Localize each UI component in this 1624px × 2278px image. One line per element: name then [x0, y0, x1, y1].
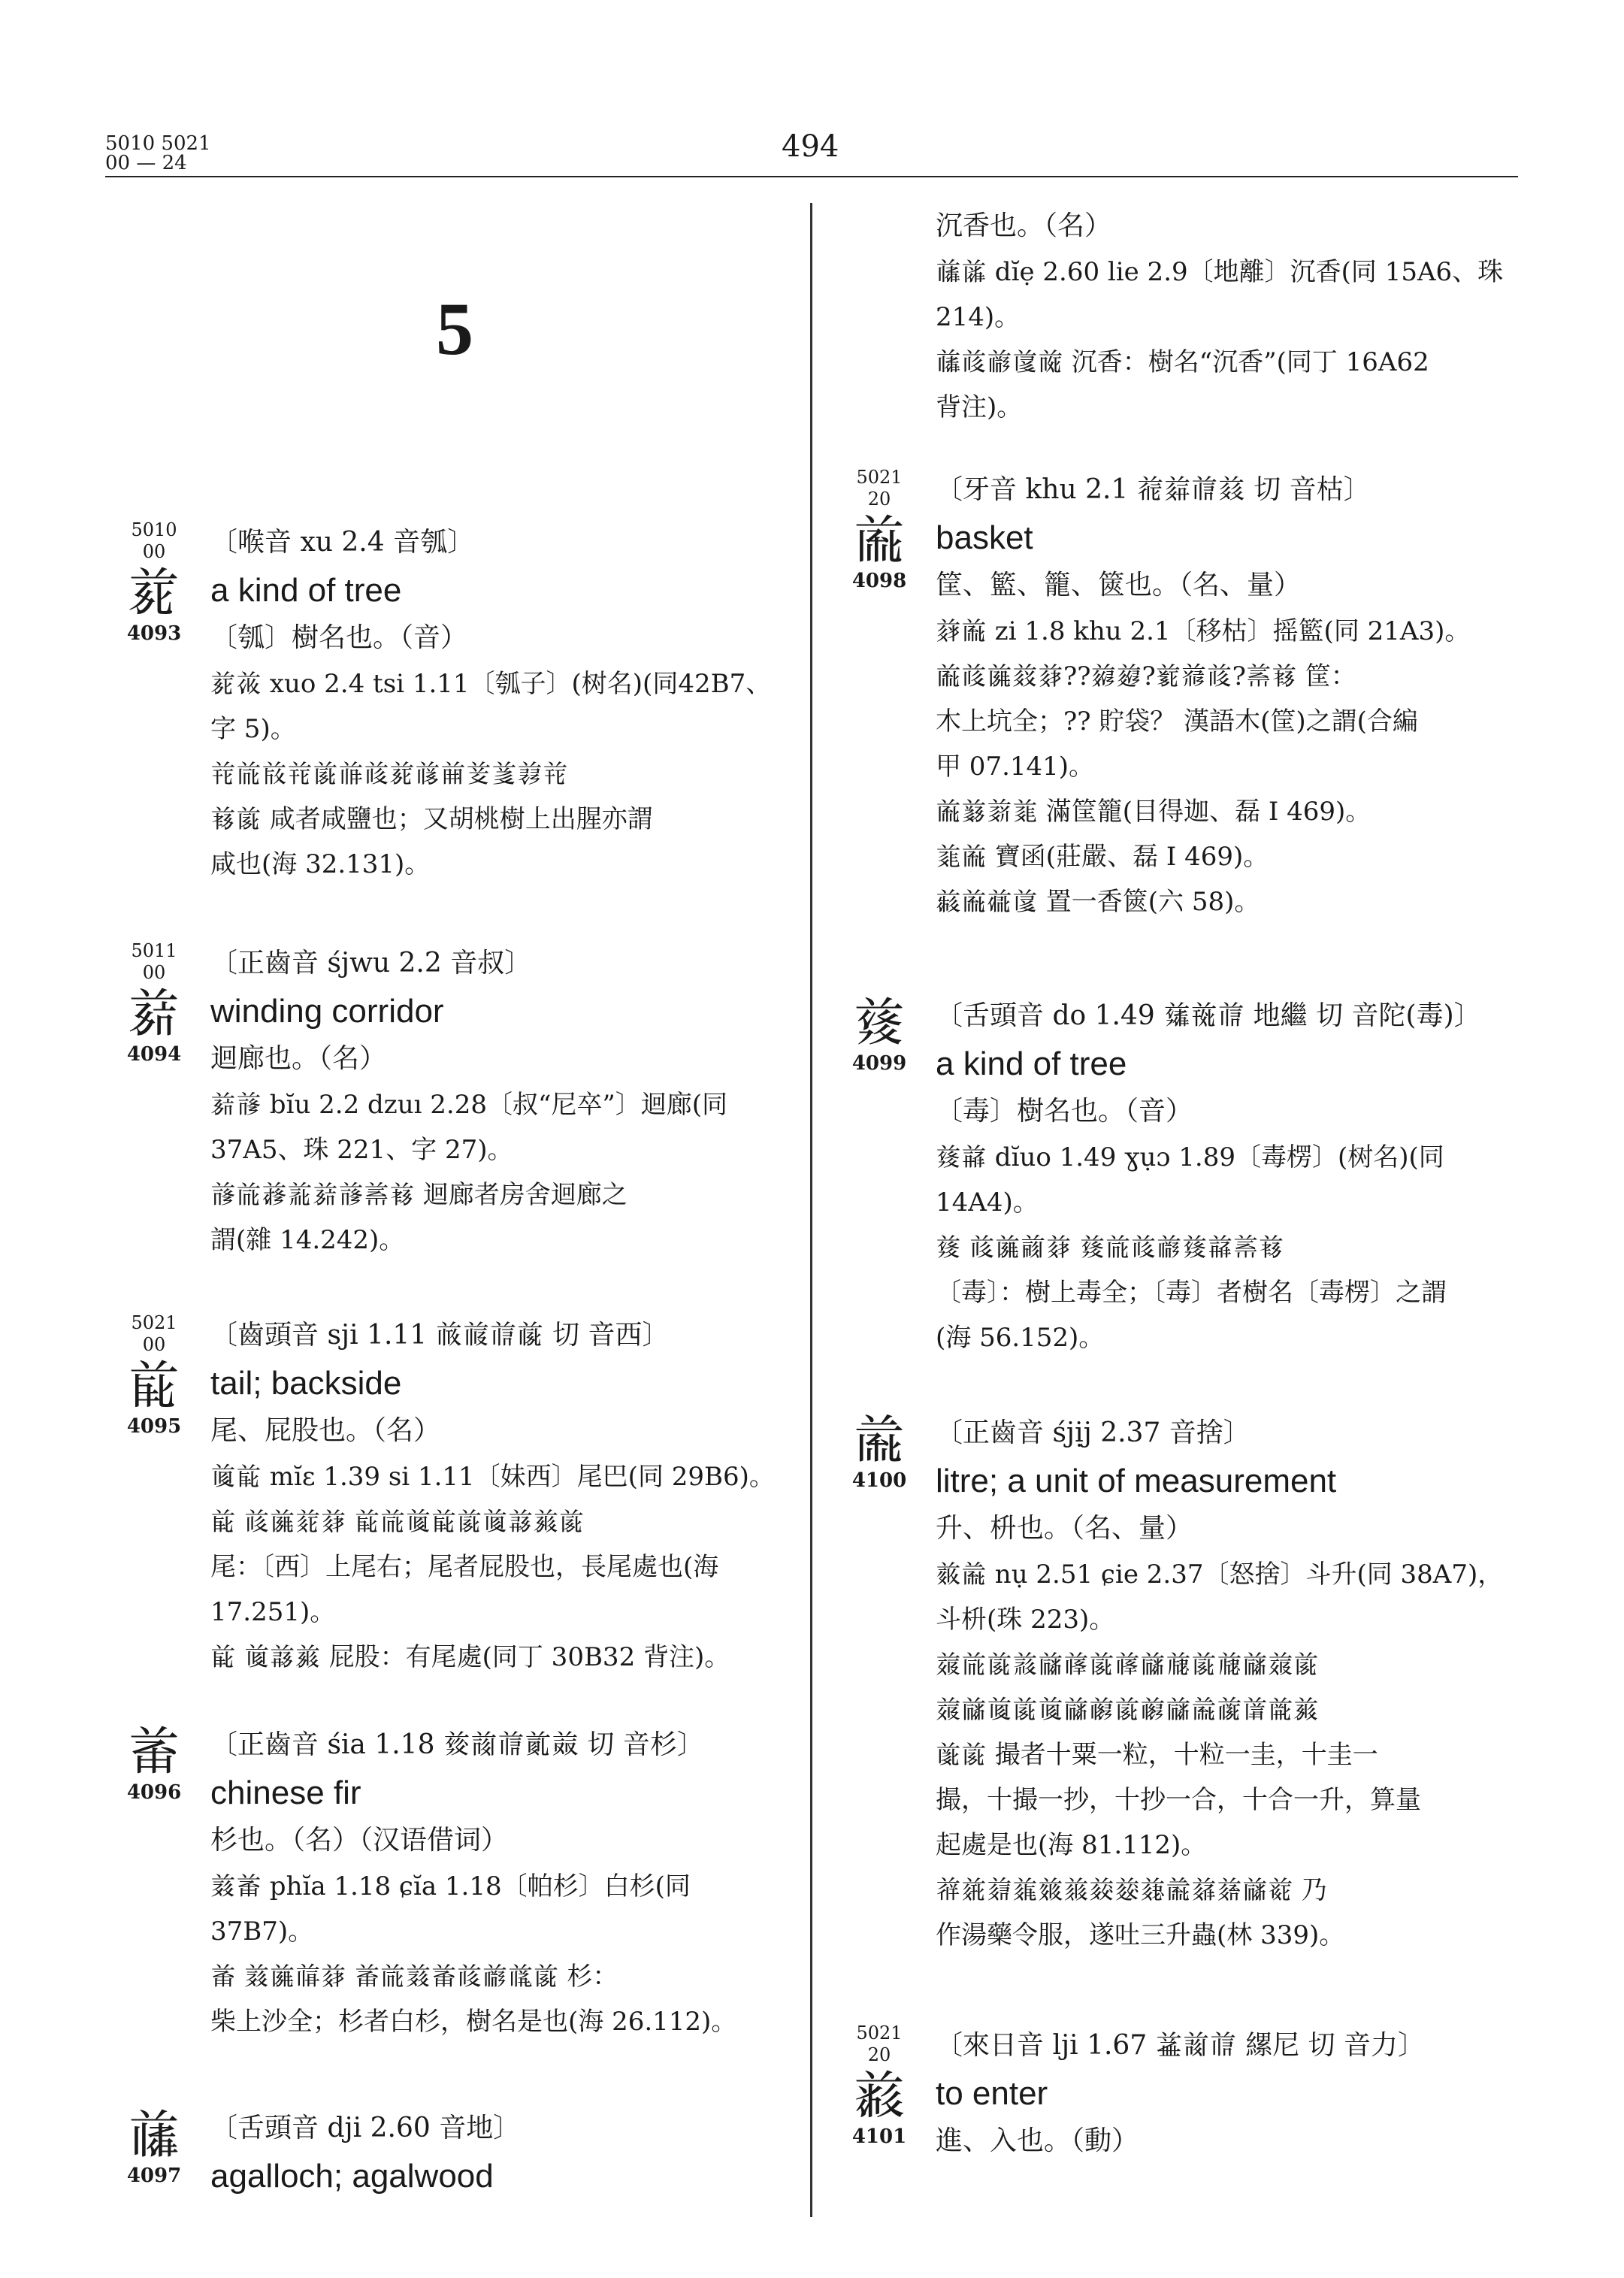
pronunciation: 〔舌頭音 do 1.49 𗑭𗑮𗑈 地繼 切 音陀(毒)〕	[936, 1000, 1481, 1031]
example-line: 起處是也(海 81.112)。	[936, 1830, 1207, 1860]
example-line: 甲 07.141)。	[936, 752, 1095, 782]
entry-body	[210, 2104, 797, 2201]
example-line: 𗑅 𗑊𗑎𗑏 屁股：有尾處(同丁 30B32 背注)。	[210, 1642, 730, 1672]
pronunciation: 〔齒頭音 sji 1.11 𗑆𗑇𗑈𗑉 切 音西〕	[210, 1320, 670, 1351]
example-line: 𗑼𗐶 撮者十粟一粒，十粒一圭，十圭一	[936, 1740, 1378, 1770]
pronunciation: 〔舌頭音 dji 2.60 音地〕	[210, 2113, 521, 2143]
entry-gutter	[113, 2104, 195, 2187]
example-line: 𗑊𗑅 mĭɛ 1.39 si 1.11〔妹西〕尾巴(同 29B6)。	[210, 1462, 775, 1492]
chinese-gloss: 沉香也。（名）	[936, 210, 1112, 241]
example-line: 𗑳𗑵𗑊𗐶𗑊𗑵𗑸𗐶𗑸𗑵𗑱𗑹𗑺𗑻𗑏	[936, 1695, 1319, 1725]
example-line: 木上坑全；?? 貯袋？ 漢語木(筐)之謂(合編	[936, 706, 1418, 737]
entry-gutter	[838, 992, 921, 1075]
entry-number: 4097	[126, 2165, 182, 2187]
entry-gutter	[113, 1721, 195, 1804]
example-line: 〔毒〕：樹上毒全；〔毒〕者樹名〔毒楞〕之謂	[936, 1278, 1447, 1308]
entry-subcode: 20	[867, 489, 891, 510]
english-definition: to enter	[936, 2075, 1048, 2112]
example-line: 𗑬 𗐸𗑋𗑰𗑍 𗑬𗐴𗐸𗑗𗑬𗑯𗑄𗐾	[936, 1233, 1284, 1263]
column-divider	[810, 203, 812, 2217]
headword-glyph: 𗑅	[128, 1354, 180, 1416]
example-line: 𗑁𗐴𗑂𗑃𗑀𗑁𗑄𗐾 迴廊者房舍迴廊之	[210, 1180, 628, 1210]
entry-body	[936, 992, 1522, 1360]
english-definition: agalloch; agalwood	[210, 2158, 494, 2195]
example-line: 14A4)。	[936, 1187, 1039, 1218]
entry-body	[210, 519, 797, 887]
chinese-gloss: 〔毒〕樹名也。（音）	[936, 1096, 1193, 1127]
entry-code: 5021	[131, 1312, 177, 1333]
example-line: 37B7)。	[210, 1916, 314, 1947]
entry-code: 5010	[131, 519, 177, 540]
headword-glyph: 𗑬	[853, 991, 906, 1053]
page-number: 494	[782, 129, 839, 164]
example-line: 𗑽𗑾𗑿𗒀𗒁𗒂𗒃𗒄𗒅𗑱𗒆𗒇𗑵𗒈 乃	[936, 1875, 1327, 1905]
example-line: 背注)。	[936, 392, 1023, 422]
header-code-top: 5010 5021	[105, 132, 211, 155]
headword-glyph: 𗑙	[128, 2104, 180, 2165]
pronunciation: 〔正齒音 śjwu 2.2 音叔〕	[210, 948, 532, 979]
pronunciation: 〔牙音 khu 2.1 𗑞𗑟𗑈𗑠 切 音枯〕	[936, 474, 1371, 505]
english-definition: a kind of tree	[936, 1045, 1127, 1082]
english-definition: tail; backside	[210, 1365, 402, 1402]
entry-number: 4096	[126, 1781, 182, 1804]
example-line: 𗑅 𗐸𗑋𗑌𗑍 𗑅𗐴𗑊𗑅𗐶𗑊𗑎𗑏𗐶	[210, 1507, 585, 1537]
entry-subcode: 20	[867, 2044, 891, 2065]
headword-glyph: 𗐱	[128, 561, 180, 623]
entry-gutter	[838, 1409, 921, 1492]
section-number: 5	[436, 287, 473, 371]
example-line: 斗枡(珠 223)。	[936, 1605, 1115, 1635]
example-line: 𗑐 𗑕𗑋𗑖𗑍 𗑐𗐴𗑕𗑐𗐸𗑗𗑘𗐶 杉：	[210, 1962, 618, 1992]
entry-body	[210, 1311, 797, 1680]
pronunciation: 〔來日音 lji 1.67 𗒊𗒋𗑈 縲尼 切 音力〕	[936, 2030, 1426, 2061]
example-line: 字 5)。	[210, 714, 296, 744]
example-line: 作湯藥令服，遂吐三升蟲(林 339)。	[936, 1920, 1345, 1950]
chinese-gloss: 迴廊也。（名）	[210, 1043, 387, 1074]
example-line: 𗑕𗑐 phĭa 1.18 ɕĭa 1.18〔帕杉〕白杉(同	[210, 1871, 691, 1901]
chinese-gloss: 杉也。（名）（汉语借词）	[210, 1825, 509, 1856]
example-line: 𗑀𗑁 bĭu 2.2 dzuı 2.28〔叔“尼卒”〕迴廊(同	[210, 1090, 728, 1120]
pronunciation: 〔正齒音 śjịj 2.37 音捨〕	[936, 1417, 1251, 1448]
english-definition: winding corridor	[210, 993, 444, 1030]
entry-subcode: 00	[142, 541, 166, 562]
example-line: 𗑙𗐸𗑗𗑛𗑜 沉香：樹名“沉香”(同丁 16A62	[936, 347, 1429, 377]
entry-body	[936, 466, 1522, 924]
example-line: 𗑙𗑚 dĭẹ 2.60 lie 2.9〔地離〕沉香(同 15A6、珠	[936, 257, 1504, 287]
example-line: 咸也(海 32.131)。	[210, 849, 431, 879]
example-line: 謂(雜 14.242)。	[210, 1225, 405, 1255]
example-line: 𗐾𗐶 咸者咸鹽也；又胡桃樹上出腥亦謂	[210, 804, 653, 834]
english-definition: basket	[936, 519, 1033, 556]
entry-number: 4093	[126, 622, 182, 645]
headword-glyph: 𗒉	[853, 2065, 906, 2126]
header-rule	[105, 176, 1518, 177]
example-line: 𗑝𗐸𗑋𗑢𗑍??𗑣𗑤?𗑥𗑦𗐸?𗑄𗐾 筐：	[936, 661, 1356, 691]
entry-gutter	[113, 1311, 195, 1438]
header-code-range	[105, 134, 211, 173]
entry-number: 4101	[851, 2125, 907, 2148]
example-line: 𗑳𗐴𗐶𗑴𗑵𗑶𗐶𗑶𗑵𗑷𗐶𗑷𗑵𗑳𗐶	[936, 1650, 1319, 1680]
chinese-gloss: 尾、屁股也。（名）	[210, 1415, 441, 1446]
entry-number: 4095	[126, 1415, 182, 1438]
example-line: 𗐱𗐲 xuo 2.4 tsi 1.11〔瓠子〕(树名)(同42B7、	[210, 669, 772, 699]
example-line: (海 56.152)。	[936, 1323, 1105, 1353]
headword-glyph: 𗑀	[128, 982, 180, 1044]
example-line: 𗑩𗑝 寶函(莊嚴、磊 I 469)。	[936, 842, 1269, 872]
entry-subcode: 00	[142, 962, 166, 983]
header-code-bottom: 00 — 24	[105, 152, 187, 174]
entry-number: 4098	[851, 570, 907, 592]
example-line: 𗑡𗑝 zi 1.8 khu 2.1〔移枯〕摇籃(同 21A3)。	[936, 616, 1471, 646]
chinese-gloss: 〔瓠〕樹名也。（音）	[210, 622, 468, 653]
headword-glyph: 𗑱	[853, 1408, 906, 1470]
pronunciation: 〔正齒音 śia 1.18 𗑑𗑒𗑈𗑓𗑔 切 音杉〕	[210, 1729, 704, 1760]
chinese-gloss: 升、枡也。（名、量）	[936, 1513, 1193, 1544]
headword-glyph: 𗑐	[128, 1720, 180, 1782]
entry-body	[936, 2022, 1522, 2165]
entry-number: 4099	[851, 1052, 907, 1075]
entry-code: 5021	[856, 467, 903, 488]
pronunciation: 〔喉音 xu 2.4 音瓠〕	[210, 527, 475, 558]
example-line: 𗑬𗑯 dĭuo 1.49 ɣụɔ 1.89〔毒楞〕(树名)(同	[936, 1142, 1444, 1172]
english-definition: a kind of tree	[210, 572, 402, 609]
chinese-gloss: 進、入也。（動）	[936, 2125, 1139, 2156]
example-line: 柴上沙全；杉者白杉，樹名是也(海 26.112)。	[210, 2007, 737, 2037]
entry-body	[210, 1721, 797, 2044]
example-line: 37A5、珠 221、字 27)。	[210, 1135, 513, 1165]
example-line: 214)。	[936, 302, 1021, 332]
headword-glyph: 𗑝	[853, 509, 906, 570]
entry-body	[936, 203, 1522, 430]
example-line: 17.251)。	[210, 1597, 336, 1627]
entry-subcode: 00	[142, 1334, 166, 1355]
entry-number: 4100	[851, 1469, 907, 1492]
example-line: 尾：〔西〕上尾右；尾者屁股也，長尾處也(海	[210, 1552, 719, 1582]
entry-body	[936, 1409, 1522, 1958]
english-definition: chinese fir	[210, 1774, 361, 1811]
entry-number: 4094	[126, 1043, 182, 1066]
entry-gutter	[113, 519, 195, 645]
example-line: 𗑪𗑝𗑫𗑛 置一香篋(六 58)。	[936, 887, 1260, 917]
entry-gutter	[838, 2022, 921, 2148]
entry-gutter	[838, 466, 921, 592]
entry-gutter	[113, 939, 195, 1066]
chinese-gloss: 筐、籃、籠、篋也。（名、量）	[936, 570, 1302, 601]
example-line: 𗑲𗑱 nụ 2.51 ɕie 2.37〔怒捨〕斗升(同 38A7)，	[936, 1560, 1504, 1590]
english-definition: litre; a unit of measurement	[936, 1463, 1337, 1499]
example-line: 撮，十撮一抄，十抄一合，十合一升，算量	[936, 1785, 1421, 1815]
entry-code: 5021	[856, 2022, 903, 2044]
entry-code: 5011	[131, 940, 177, 961]
example-line: 𗑝𗑧𗑨𗑩 滿筐籠(目得迦、磊 I 469)。	[936, 797, 1371, 827]
entry-body	[210, 939, 797, 1263]
example-line: 𗐳𗐴𗐵𗐳𗐶𗐷𗐸𗐱𗐹𗐺𗐻𗐼𗐽𗐳	[210, 759, 568, 789]
